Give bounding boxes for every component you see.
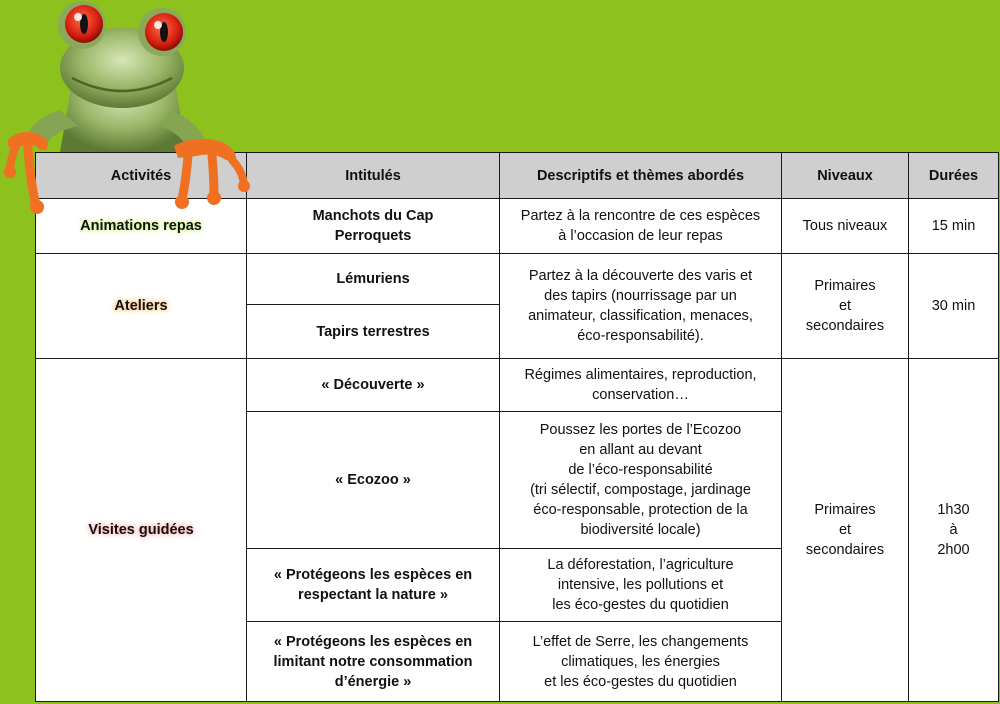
title-cell: Tapirs terrestres xyxy=(247,305,500,359)
description-cell: Partez à la découverte des varis et des tapirs (nourrissage par un animateur, classification, menaces, éco-responsabilité). xyxy=(500,254,782,359)
activity-visites-guidees: Visites guidées xyxy=(88,522,194,538)
activity-cell xyxy=(36,359,247,702)
duration-cell: 30 min xyxy=(909,254,999,359)
description-cell: Partez à la rencontre de ces espèces à l’occasion de leur repas xyxy=(500,199,782,254)
title-cell: Lémuriens xyxy=(247,254,500,305)
duration-cell: 1h30 à 2h00 xyxy=(909,359,999,702)
description-cell: L’effet de Serre, les changements climatiques, les énergies et les éco-gestes du quotidien xyxy=(500,622,782,702)
description-cell: La déforestation, l’agriculture intensive, les pollutions et les éco-gestes du quotidien xyxy=(500,549,782,622)
table-row xyxy=(36,254,999,305)
table-row xyxy=(36,359,999,412)
title-cell: « Protégeons les espèces en respectant la nature » xyxy=(247,549,500,622)
level-cell: Primaires et secondaires xyxy=(782,359,909,702)
title-cell: « Protégeons les espèces en limitant notre consommation d’énergie » xyxy=(247,622,500,702)
description-cell: Régimes alimentaires, reproduction, conservation… xyxy=(500,359,782,412)
activity-ateliers: Ateliers xyxy=(114,298,168,314)
duration-cell: 15 min xyxy=(909,199,999,254)
activity-cell xyxy=(36,254,247,359)
activities-table xyxy=(35,152,999,702)
frog-mascot-illustration xyxy=(0,0,260,215)
title-cell: « Découverte » xyxy=(247,359,500,412)
header-activites: Activités xyxy=(36,153,247,199)
header-durees: Durées xyxy=(909,153,999,199)
activity-animations-repas: Animations repas xyxy=(80,218,202,234)
description-cell: Poussez les portes de l’Ecozoo en allant au devant de l’éco-responsabilité (tri sélectif, compostage, jardinage éco-responsable, protection de la biodiversité locale) xyxy=(500,412,782,549)
header-descriptifs: Descriptifs et thèmes abordés xyxy=(500,153,782,199)
header-niveaux: Niveaux xyxy=(782,153,909,199)
title-cell: « Ecozoo » xyxy=(247,412,500,549)
level-cell: Primaires et secondaires xyxy=(782,254,909,359)
header-intitules: Intitulés xyxy=(247,153,500,199)
level-cell: Tous niveaux xyxy=(782,199,909,254)
title-cell: Manchots du Cap Perroquets xyxy=(247,199,500,254)
